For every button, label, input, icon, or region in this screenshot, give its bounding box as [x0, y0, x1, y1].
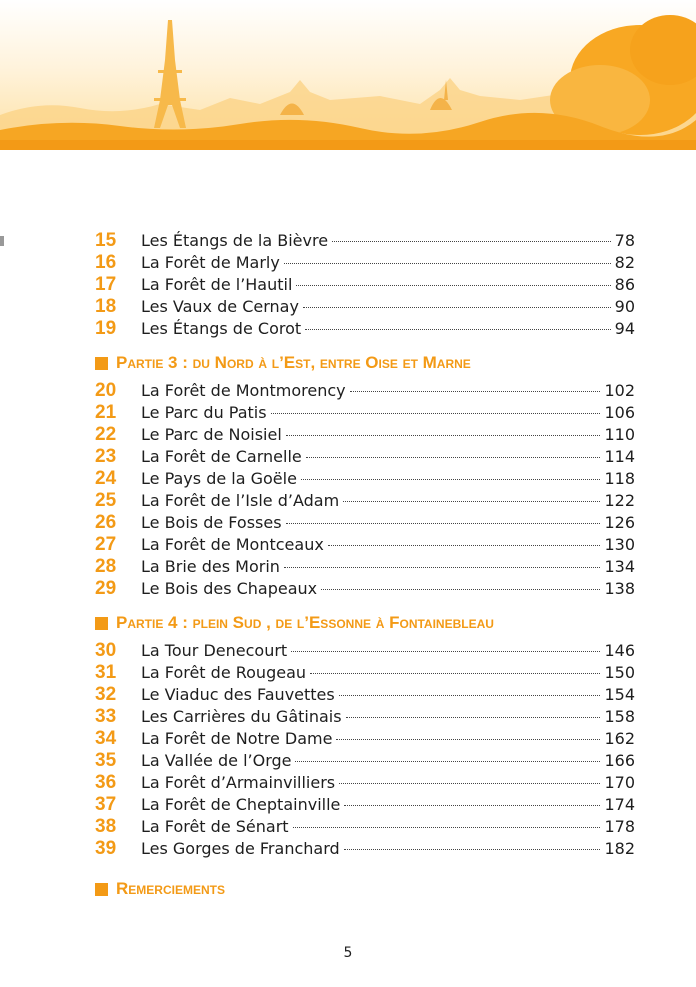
chapter-number: 21 [95, 402, 117, 423]
edge-mark [0, 236, 4, 246]
toc-entry[interactable] [95, 794, 635, 816]
dot-leader [321, 589, 600, 590]
dot-leader [328, 545, 601, 546]
chapter-number: 33 [95, 706, 117, 727]
chapter-number: 38 [95, 816, 117, 837]
page-ref: 110 [604, 425, 635, 444]
toc-entry[interactable] [95, 230, 635, 252]
page-ref: 78 [614, 231, 635, 250]
page-ref: 178 [604, 817, 635, 836]
chapter-number: 29 [95, 578, 117, 599]
chapter-title: La Forêt de Montceaux [141, 535, 324, 554]
dot-leader [291, 651, 600, 652]
chapter-title: Le Bois des Chapeaux [141, 579, 318, 598]
table-of-contents [95, 230, 635, 906]
toc-entry[interactable] [95, 446, 635, 468]
dot-leader [284, 567, 601, 568]
chapter-title: Le Parc de Noisiel [141, 425, 282, 444]
chapter-title: Le Viaduc des Fauvettes [141, 685, 335, 704]
square-bullet-icon [95, 357, 108, 370]
dot-leader [284, 263, 611, 264]
square-bullet-icon [95, 617, 108, 630]
page-ref: 146 [604, 641, 635, 660]
chapter-title: Les Étangs de la Bièvre [141, 231, 329, 250]
toc-entry[interactable] [95, 578, 635, 600]
page-ref: 82 [614, 253, 635, 272]
chapter-number: 19 [95, 318, 117, 339]
dot-leader [336, 739, 600, 740]
chapter-title: La Forêt de Carnelle [141, 447, 302, 466]
toc-entry[interactable] [95, 512, 635, 534]
chapter-number: 27 [95, 534, 117, 555]
page-number: 5 [343, 945, 353, 961]
dot-leader [293, 827, 601, 828]
section-title: Remerciements [116, 879, 225, 898]
chapter-number: 18 [95, 296, 117, 317]
chapter-title: La Forêt de Marly [141, 253, 280, 272]
chapter-number: 36 [95, 772, 117, 793]
remerciements-heading[interactable] [95, 874, 635, 904]
chapter-title: Les Vaux de Cernay [141, 297, 299, 316]
part4-heading[interactable] [95, 608, 635, 638]
chapter-title: Le Parc du Patis [141, 403, 267, 422]
section-title: Partie 3 : du Nord à l’Est, entre Oise et Marne [116, 353, 471, 372]
toc-entry[interactable] [95, 468, 635, 490]
dot-leader [310, 673, 600, 674]
chapter-number: 26 [95, 512, 117, 533]
page-ref: 138 [604, 579, 635, 598]
chapter-title: La Forêt de l’Isle d’Adam [141, 491, 340, 510]
chapter-number: 30 [95, 640, 117, 661]
chapter-title: La Vallée de l’Orge [141, 751, 292, 770]
dot-leader [339, 695, 601, 696]
paris-skyline-banner [0, 0, 696, 150]
dot-leader [346, 717, 601, 718]
dot-leader [339, 783, 600, 784]
chapter-number: 34 [95, 728, 117, 749]
chapter-title: La Brie des Morin [141, 557, 280, 576]
dot-leader [303, 307, 611, 308]
toc-entry[interactable] [95, 274, 635, 296]
page-ref: 114 [604, 447, 635, 466]
chapter-title: La Forêt de Sénart [141, 817, 289, 836]
dot-leader [286, 523, 601, 524]
chapter-title: Les Étangs de Corot [141, 319, 302, 338]
chapter-number: 15 [95, 230, 117, 251]
page-ref: 162 [604, 729, 635, 748]
page-ref: 86 [614, 275, 635, 294]
chapter-number: 32 [95, 684, 117, 705]
chapter-number: 37 [95, 794, 117, 815]
dot-leader [286, 435, 601, 436]
toc-entry[interactable] [95, 402, 635, 424]
section-title: Partie 4 : plein Sud , de l’Essonne à Fontainebleau [116, 613, 494, 632]
chapter-number: 16 [95, 252, 117, 273]
chapter-number: 17 [95, 274, 117, 295]
chapter-number: 31 [95, 662, 117, 683]
page-ref: 126 [604, 513, 635, 532]
chapter-number: 28 [95, 556, 117, 577]
dot-leader [344, 849, 601, 850]
chapter-title: Le Pays de la Goële [141, 469, 297, 488]
toc-entry[interactable] [95, 750, 635, 772]
dot-leader [305, 329, 611, 330]
part3-heading[interactable] [95, 348, 635, 378]
square-bullet-icon [95, 883, 108, 896]
page-ref: 158 [604, 707, 635, 726]
toc-entry[interactable] [95, 662, 635, 684]
dot-leader [344, 805, 600, 806]
dot-leader [271, 413, 601, 414]
page-ref: 134 [604, 557, 635, 576]
dot-leader [296, 285, 610, 286]
toc-entry[interactable] [95, 252, 635, 274]
toc-entry[interactable] [95, 838, 635, 860]
page-ref: 130 [604, 535, 635, 554]
page-ref: 150 [604, 663, 635, 682]
chapter-title: Le Bois de Fosses [141, 513, 282, 532]
toc-entry[interactable] [95, 684, 635, 706]
chapter-title: Les Carrières du Gâtinais [141, 707, 342, 726]
page-ref: 122 [604, 491, 635, 510]
page-ref: 118 [604, 469, 635, 488]
chapter-title: La Forêt de Rougeau [141, 663, 307, 682]
dot-leader [343, 501, 600, 502]
page-ref: 166 [604, 751, 635, 770]
dot-leader [295, 761, 600, 762]
toc-entry[interactable] [95, 424, 635, 446]
toc-entry[interactable] [95, 380, 635, 402]
chapter-number: 20 [95, 380, 117, 401]
chapter-title: Les Gorges de Franchard [141, 839, 340, 858]
toc-entry[interactable] [95, 556, 635, 578]
toc-entry[interactable] [95, 816, 635, 838]
page-ref: 170 [604, 773, 635, 792]
page-ref: 182 [604, 839, 635, 858]
page-ref: 106 [604, 403, 635, 422]
chapter-number: 25 [95, 490, 117, 511]
toc-entry[interactable] [95, 490, 635, 512]
chapter-number: 35 [95, 750, 117, 771]
toc-entry[interactable] [95, 318, 635, 340]
chapter-title: La Forêt de l’Hautil [141, 275, 293, 294]
chapter-number: 23 [95, 446, 117, 467]
page-ref: 154 [604, 685, 635, 704]
toc-entry[interactable] [95, 534, 635, 556]
chapter-title: La Forêt d’Armainvilliers [141, 773, 336, 792]
dot-leader [350, 391, 601, 392]
dot-leader [306, 457, 601, 458]
chapter-title: La Tour Denecourt [141, 641, 288, 660]
chapter-title: La Forêt de Montmorency [141, 381, 346, 400]
chapter-title: La Forêt de Cheptainville [141, 795, 341, 814]
page-ref: 174 [604, 795, 635, 814]
toc-entry[interactable] [95, 728, 635, 750]
dot-leader [301, 479, 601, 480]
toc-entry[interactable] [95, 296, 635, 318]
dot-leader [332, 241, 611, 242]
chapter-number: 22 [95, 424, 117, 445]
toc-entry[interactable] [95, 640, 635, 662]
toc-entry[interactable] [95, 706, 635, 728]
page-ref: 102 [604, 381, 635, 400]
page-ref: 90 [614, 297, 635, 316]
page-ref: 94 [614, 319, 635, 338]
chapter-title: La Forêt de Notre Dame [141, 729, 333, 748]
chapter-number: 39 [95, 838, 117, 859]
toc-entry[interactable] [95, 772, 635, 794]
chapter-number: 24 [95, 468, 117, 489]
